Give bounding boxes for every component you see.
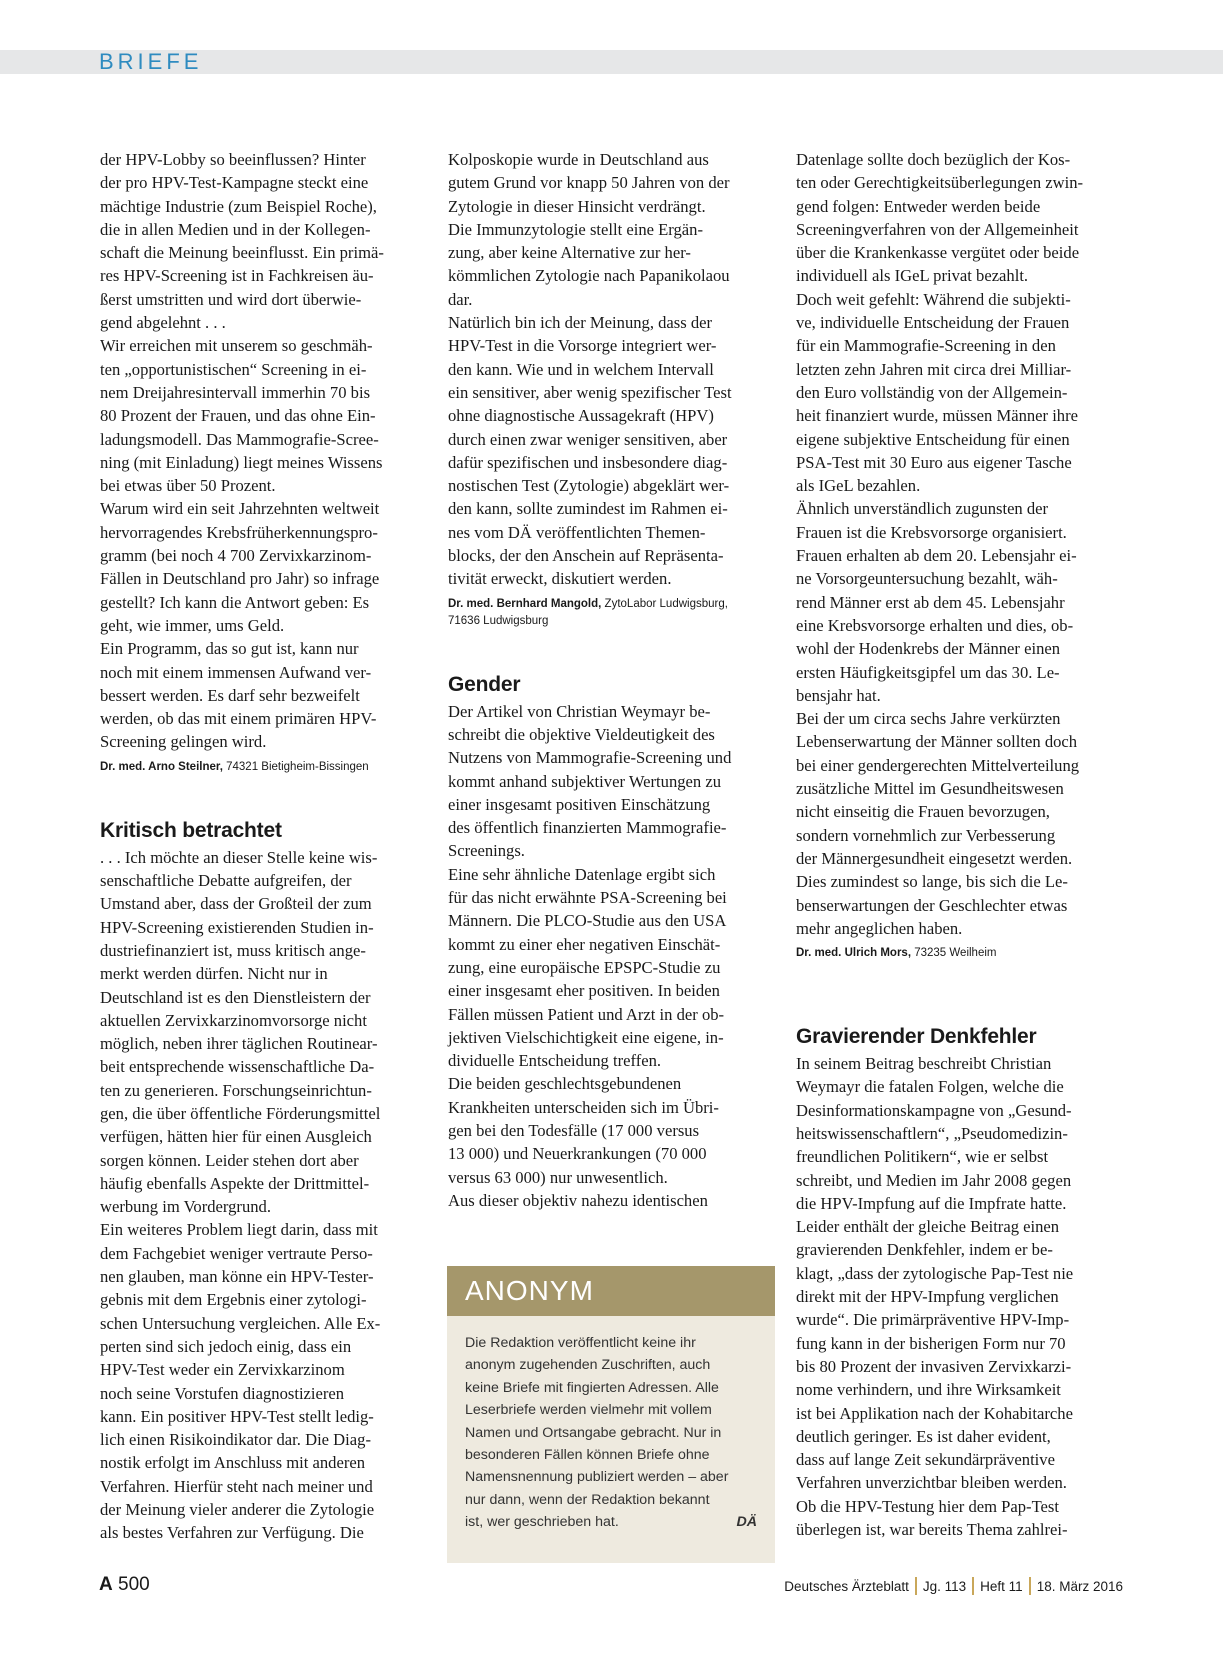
text-line: Dies zumindest so lange, bis sich die Le- (796, 872, 1068, 892)
text-line: gutem Grund vor knapp 50 Jahren von der (448, 173, 730, 193)
text-line: kommt zu einer eher negativen Einschät- (448, 934, 721, 954)
text-line: klagt, „dass der zytologische Pap-Test nie (796, 1263, 1074, 1283)
text-line: benserwartungen der Geschlechter etwas (796, 895, 1068, 915)
letter-signature (100, 759, 424, 776)
text-line: nur dann, wenn der Redaktion bekannt (465, 1491, 710, 1508)
text-line: über die Krankenkasse vergütet oder beide (796, 243, 1080, 263)
text-line: anonym zugehenden Zuschriften, auch (465, 1357, 711, 1374)
text-line: für das nicht erwähnte PSA-Screening bei (448, 888, 727, 908)
text-line: bei einer gendergerechten Mittelverteilung (796, 755, 1080, 775)
text-line: ning (mit Einladung) liegt meines Wissens (100, 452, 383, 472)
text-line: möglich, neben ihrer täglichen Routinear- (100, 1034, 378, 1054)
letter-signature (796, 945, 1123, 962)
text-line: nicht einseitig die Frauen bevorzugen, (796, 802, 1050, 822)
text-line: kommt anhand subjektiver Wertungen zu (448, 771, 722, 791)
divider (972, 1577, 974, 1595)
text-line: der Meinung vieler anderer die Zytologie (100, 1500, 375, 1520)
text-line: Doch weit gefehlt: Während die subjekti- (796, 289, 1071, 309)
text-line: Desinformationskampagne von „Gesund- (796, 1100, 1072, 1120)
text-line: bis 80 Prozent der invasiven Zervixkarzi- (796, 1356, 1072, 1376)
text-line: kann. Ein positiver HPV-Test stellt ledig- (100, 1406, 374, 1426)
text-line: dafür spezifischen und insbesondere diag- (448, 452, 728, 472)
author-place-line2: 71636 Ludwigsburg (448, 614, 549, 627)
text-line: Datenlage sollte doch bezüglich der Kos- (796, 150, 1071, 169)
anonym-box-text (447, 1316, 775, 1534)
text-line: Natürlich bin ich der Meinung, dass der (448, 313, 713, 333)
text-line: dustriefinanziert ist, muss kritisch ange- (100, 940, 366, 960)
text-line: bensjahr hat. (796, 685, 881, 705)
anonym-box-body (465, 1335, 728, 1530)
text-line: Männern. Die PLCO-Studie aus den USA (448, 911, 727, 931)
author-place: 74321 Bietigheim-Bissingen (222, 760, 369, 773)
text-line: Ob die HPV-Testung hier dem Pap-Test (796, 1496, 1059, 1516)
text-line: HPV-Screening existierenden Studien in- (100, 917, 374, 937)
text-line: Die Immunzytologie stellt eine Ergän- (448, 219, 703, 239)
journal-date: 18. März 2016 (1036, 1579, 1123, 1594)
text-line: 13 000) und Neuerkrankungen (70 000 (448, 1144, 707, 1164)
text-line: dass auf lange Zeit sekundärpräventive (796, 1450, 1055, 1470)
text-line: deutlich geringer. Es ist daher evident, (796, 1426, 1051, 1446)
text-line: geht, wie immer, ums Geld. (100, 615, 285, 635)
section-label: BRIEFE (99, 49, 203, 74)
text-line: gend abgelehnt . . . (100, 313, 226, 333)
text-line: gend folgen: Entweder werden beide (796, 196, 1041, 216)
text-line: . . . Ich möchte an dieser Stelle keine wis- (100, 847, 378, 867)
text-line: den kann, sollte zumindest im Rahmen ei- (448, 499, 728, 519)
text-line: In seinem Beitrag beschreibt Christian (796, 1054, 1052, 1074)
text-line: den Euro vollständig von der Allgemein- (796, 382, 1068, 402)
text-line: heit finanziert wurde, müssen Männer ihre (796, 406, 1078, 426)
text-line: Verfahren. Hierfür steht nach meiner und (100, 1476, 373, 1496)
text-line: senschaftliche Debatte aufgreifen, der (100, 871, 352, 891)
text-line: werbung im Vordergrund. (100, 1197, 271, 1217)
letter-body (796, 148, 1123, 940)
text-line: ersten Häufigkeitsgipfel um das 30. Le- (796, 662, 1060, 682)
text-line: gebnis mit dem Ergebnis einer zytologi- (100, 1290, 367, 1310)
text-line: Frauen erhalten ab dem 20. Lebensjahr ei- (796, 546, 1077, 566)
anonym-box-signature: DÄ (736, 1514, 757, 1531)
page-number (99, 1573, 150, 1597)
text-line: bessert werden. Es darf sehr bezweifelt (100, 685, 360, 705)
text-line: Verfahren unverzichtbar bleiben werden. (796, 1473, 1067, 1493)
text-line: den kann. Wie und in welchem Intervall (448, 359, 714, 379)
author-place: ZytoLabor Ludwigsburg, (601, 597, 728, 610)
text-line: Wir erreichen mit unserem so geschmäh- (100, 336, 373, 356)
text-line: wurde“. Die primärpräventive HPV-Imp- (796, 1310, 1070, 1330)
text-line: einer insgesamt positiven Einschätzung (448, 794, 711, 814)
text-line: überlegen ist, war bereits Thema zahlrei- (796, 1520, 1068, 1540)
text-line: perten sind sich jedoch einig, dass ein (100, 1336, 352, 1356)
text-line: freundlichen Politikern“, wie er selbst (796, 1147, 1049, 1167)
text-line: Zytologie in dieser Hinsicht verdrängt. (448, 196, 706, 216)
text-line: beit entsprechende wissenschaftliche Da- (100, 1057, 375, 1077)
divider (1029, 1577, 1031, 1595)
text-line: ve, individuelle Entscheidung der Frauen (796, 313, 1070, 333)
text-line: gen, die über öffentliche Förderungsmittel (100, 1103, 381, 1123)
text-line: ne Vorsorgeuntersuchung bezahlt, wäh- (796, 569, 1058, 589)
text-line: aktuellen Zervixkarzinomvorsorge nicht (100, 1010, 367, 1030)
text-line: Die beiden geschlechtsgebundenen (448, 1074, 682, 1094)
text-line: PSA-Test mit 30 Euro aus eigener Tasche (796, 452, 1072, 472)
text-line: eine Krebsvorsorge erhalten und dies, ob- (796, 615, 1074, 635)
letter-body (100, 846, 424, 1545)
text-line: rend Männer erst ab dem 45. Lebensjahr (796, 592, 1065, 612)
text-line: lich einen Risikoindikator dar. Die Diag- (100, 1430, 371, 1450)
letter-signature (448, 596, 775, 630)
text-line: sondern vornehmlich zur Verbesserung (796, 825, 1056, 845)
text-line: Leserbriefe werden vielmehr mit vollem (465, 1402, 712, 1419)
text-line: Leider enthält der gleiche Beitrag einen (796, 1217, 1060, 1237)
text-line: HPV-Test weder ein Zervixkarzinom (100, 1360, 345, 1380)
text-line: als bestes Verfahren zur Verfügung. Die (100, 1523, 364, 1543)
letter-heading: Gravierender Denkfehler (796, 1025, 1037, 1049)
text-line: ten zu generieren. Forschungseinrichtun- (100, 1080, 372, 1100)
text-line: Der Artikel von Christian Weymayr be- (448, 701, 711, 721)
text-line: dividuelle Entscheidung treffen. (448, 1051, 662, 1071)
text-line: der pro HPV-Test-Kampagne steckt eine (100, 173, 369, 193)
anonym-info-box (447, 1266, 775, 1563)
text-line: eigene subjektive Entscheidung für einen (796, 429, 1070, 449)
text-line: ten „opportunistischen“ Screening in ei- (100, 359, 367, 379)
journal-info (784, 1577, 1123, 1597)
text-line: ist bei Applikation nach der Kohabitarche (796, 1403, 1073, 1423)
text-line: 80 Prozent der Frauen, und das ohne Ein- (100, 406, 376, 426)
text-line: Weymayr die fatalen Folgen, welche die (796, 1077, 1064, 1097)
text-line: Screening gelingen wird. (100, 732, 267, 752)
text-line: Fällen in Deutschland pro Jahr) so infrage (100, 569, 380, 589)
text-line: HPV-Test in die Vorsorge integriert wer- (448, 336, 717, 356)
author-name: Dr. med. Bernhard Mangold, (448, 597, 602, 610)
text-line: Die Redaktion veröffentlicht keine ihr (465, 1335, 696, 1351)
text-line: nostik erfolgt im Anschluss mit anderen (100, 1453, 366, 1473)
journal-issue: Heft 11 (980, 1579, 1023, 1594)
letter-body (100, 148, 424, 754)
author-place: 73235 Weilheim (911, 947, 997, 960)
text-line: der HPV-Lobby so beeinflussen? Hinter (100, 150, 366, 169)
letter-body (796, 1052, 1123, 1541)
text-line: ten oder Gerechtigkeitsüberlegungen zwin- (796, 173, 1084, 193)
text-line: ohne diagnostische Aussagekraft (HPV) (448, 406, 714, 426)
text-line: ist, wer geschrieben hat. (465, 1514, 619, 1531)
text-line: res HPV-Screening ist in Fachkreisen äu- (100, 266, 374, 286)
text-line: direkt mit der HPV-Impfung verglichen (796, 1287, 1059, 1307)
text-line: sorgen können. Leider stehen dort aber (100, 1150, 359, 1170)
page-number-value: 500 (118, 1574, 150, 1595)
text-line: jektiven Vielschichtigkeit eine eigene, in- (448, 1027, 724, 1047)
text-line: die HPV-Impfung auf die Impfrate hatte. (796, 1193, 1067, 1213)
text-line: gravierenden Denkfehler, indem er be- (796, 1240, 1053, 1260)
text-line: letzten zehn Jahren mit circa drei Milliar- (796, 359, 1072, 379)
text-line: fung kann in der bisherigen Form nur 70 (796, 1333, 1066, 1353)
text-line: häufig ebenfalls Aspekte der Drittmittel- (100, 1173, 370, 1193)
column-3 (796, 148, 1123, 1541)
text-line: schaft die Meinung beeinflusst. Ein primä- (100, 243, 384, 263)
text-line: der Männergesundheit eingesetzt werden. (796, 848, 1073, 868)
text-line: gen bei den Todesfälle (17 000 versus (448, 1120, 700, 1140)
text-line: mächtige Industrie (zum Beispiel Roche), (100, 196, 377, 216)
text-line: Eine sehr ähnliche Datenlage ergibt sich (448, 864, 716, 884)
letter-heading: Kritisch betrachtet (100, 818, 282, 842)
text-line: Bei der um circa sechs Jahre verkürzten (796, 709, 1061, 729)
text-line: schreibt, und Medien im Jahr 2008 gegen (796, 1170, 1072, 1190)
text-line: des öffentlich finanzierten Mammografie- (448, 818, 727, 838)
text-line: heitswissenschaftlern“, „Pseudomedizin- (796, 1123, 1068, 1143)
text-line: Ähnlich unverständlich zugunsten der (796, 499, 1049, 519)
text-line: wohl der Hodenkrebs der Männer einen (796, 639, 1061, 659)
text-line: Ein weiteres Problem liegt darin, dass mit (100, 1220, 378, 1240)
text-line: noch mit einem immensen Aufwand ver- (100, 662, 372, 682)
text-line: hervorragendes Krebsfrüherkennungspro- (100, 522, 378, 542)
text-line: ein sensitiver, aber wenig spezifischer Test (448, 382, 732, 402)
text-line: Lebenserwartung der Männer sollten doch (796, 732, 1078, 752)
text-line: dar. (448, 289, 473, 309)
text-line: bei etwas über 50 Prozent. (100, 476, 276, 496)
text-line: Ein Programm, das so gut ist, kann nur (100, 639, 359, 659)
text-line: zusätzliche Mittel im Gesundheitswesen (796, 779, 1064, 799)
text-line: verfügen, hätten hier für einen Ausgleich (100, 1127, 372, 1147)
text-line: gramm (bei noch 4 700 Zervixkarzinom- (100, 546, 372, 566)
text-line: versus 63 000) nur unwesentlich. (448, 1167, 668, 1187)
text-line: zung, aber keine Alternative zur her- (448, 243, 691, 263)
text-line: kömmlichen Zytologie nach Papanikolaou (448, 266, 730, 286)
text-line: noch seine Vorstufen diagnostizieren (100, 1383, 345, 1403)
text-line: schen Untersuchung vergleichen. Alle Ex- (100, 1313, 381, 1333)
text-line: nen glauben, man könne ein HPV-Tester- (100, 1267, 374, 1287)
text-line: für ein Mammografie-Screening in den (796, 336, 1056, 356)
text-line: Nutzens von Mammografie-Screening und (448, 748, 732, 768)
text-line: Screeningverfahren von der Allgemeinheit (796, 219, 1079, 239)
text-line: nes vom DÄ veröffentlichten Themen- (448, 522, 706, 542)
letter-heading: Gender (448, 672, 521, 696)
text-line: besonderen Fällen können Briefe ohne (465, 1447, 710, 1464)
text-line: merkt werden dürfen. Nicht nur in (100, 964, 328, 984)
text-line: Warum wird ein seit Jahrzehnten weltweit (100, 499, 380, 519)
text-line: keine Briefe mit fingierten Adressen. Alle (465, 1379, 719, 1396)
text-line: Umstand aber, dass der Großteil der zum (100, 894, 372, 914)
text-line: als IGeL bezahlen. (796, 476, 921, 496)
text-line: dem Fachgebiet weniger vertraute Perso- (100, 1243, 373, 1263)
text-line: einer insgesamt eher positiven. In beiden (448, 981, 720, 1001)
text-line: nem Dreijahresintervall immerhin 70 bis (100, 382, 371, 402)
author-name: Dr. med. Arno Steilner, (100, 760, 223, 773)
text-line: durch einen zwar weniger sensitiven, aber (448, 429, 728, 449)
divider (915, 1577, 917, 1595)
author-name: Dr. med. Ulrich Mors, (796, 947, 912, 960)
text-line: individuell als IGeL privat bezahlt. (796, 266, 1029, 286)
text-line: ßerst umstritten und wird dort überwie- (100, 289, 362, 309)
text-line: Namen und Ortsangabe gebracht. Nur in (465, 1424, 722, 1441)
text-line: nostischen Test (Zytologie) abgeklärt wer- (448, 476, 730, 496)
text-line: Deutschland ist es den Dienstleistern der (100, 987, 371, 1007)
text-line: mehr angeglichen haben. (796, 918, 963, 938)
text-line: schreibt die objektive Vieldeutigkeit des (448, 724, 715, 744)
column-2 (448, 148, 775, 1212)
text-line: zung, eine europäische EPSPC-Studie zu (448, 957, 721, 977)
journal-name: Deutsches Ärzteblatt (784, 1579, 909, 1594)
text-line: die in allen Medien und in der Kollegen- (100, 219, 371, 239)
text-line: Screenings. (448, 841, 525, 861)
text-line: Frauen ist die Krebsvorsorge organisiert. (796, 522, 1067, 542)
text-line: tivität erweckt, diskutiert werden. (448, 569, 672, 589)
text-line: blocks, der den Anschein auf Repräsenta- (448, 546, 724, 566)
page-prefix: A (99, 1574, 113, 1595)
column-1 (100, 148, 424, 1545)
anonym-box-title: ANONYM (447, 1266, 775, 1316)
journal-volume: Jg. 113 (922, 1579, 967, 1594)
letter-body (448, 700, 775, 1213)
text-line: gestellt? Ich kann die Antwort geben: Es (100, 592, 370, 612)
text-line: Fällen müssen Patient und Arzt in der ob- (448, 1004, 725, 1024)
text-line: Aus dieser objektiv nahezu identischen (448, 1190, 708, 1210)
text-line: werden, ob das mit einem primären HPV- (100, 709, 377, 729)
text-line: nome verhindern, und ihre Wirksamkeit (796, 1380, 1061, 1400)
text-line: Kolposkopie wurde in Deutschland aus (448, 150, 709, 169)
text-line: Krankheiten unterscheiden sich im Übri- (448, 1097, 719, 1117)
text-line: Namensnennung publiziert werden – aber (465, 1469, 729, 1486)
text-line: ladungsmodell. Das Mammografie-Scree- (100, 429, 379, 449)
letter-body (448, 148, 775, 591)
